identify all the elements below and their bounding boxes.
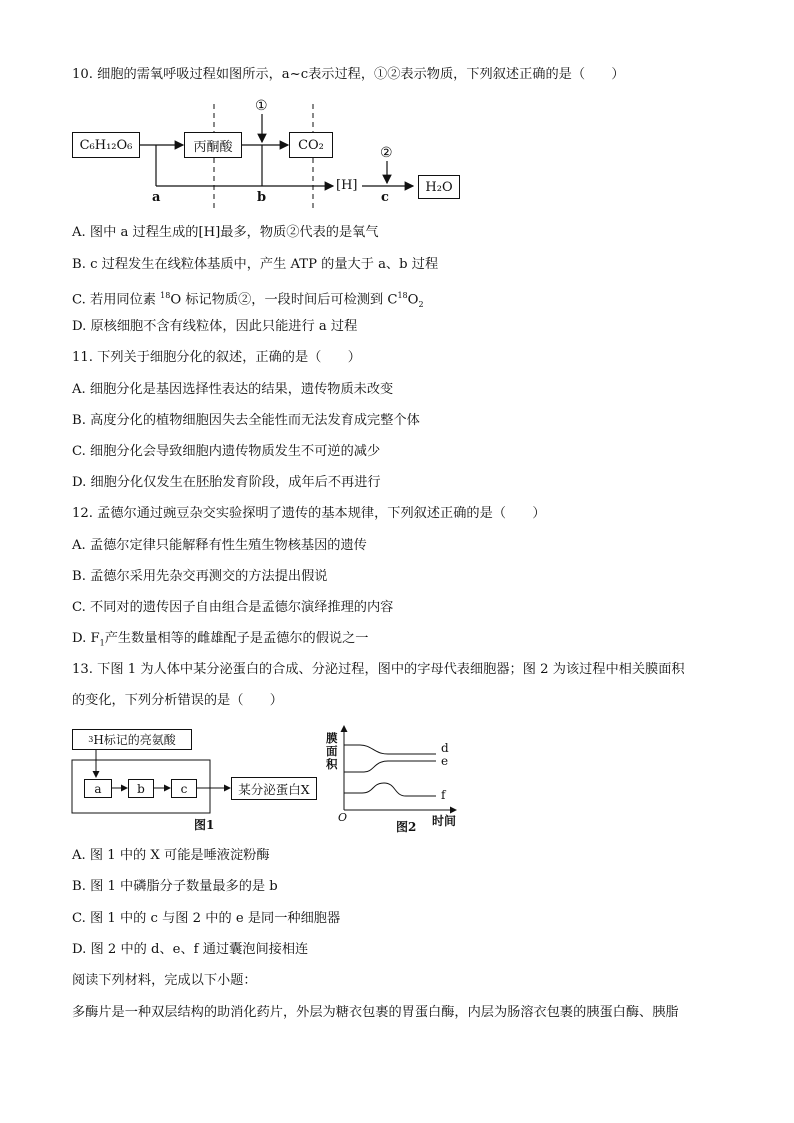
q11-option-c: C. 细胞分化会导致细胞内遗传物质发生不可逆的减少 bbox=[72, 444, 381, 459]
q12-option-a: A. 孟德尔定律只能解释有性生殖生物核基因的遗传 bbox=[72, 538, 367, 553]
q13-stem-line2: 的变化，下列分析错误的是（ ） bbox=[72, 693, 283, 708]
q13-option-c: C. 图 1 中的 c 与图 2 中的 e 是同一种细胞器 bbox=[72, 911, 341, 926]
q13-option-d: D. 图 2 中的 d、e、f 通过囊泡间接相连 bbox=[72, 942, 309, 957]
organelle-b-box: b bbox=[128, 779, 154, 798]
q10-option-b: B. c 过程发生在线粒体基质中，产生 ATP 的量大于 a、b 过程 bbox=[72, 257, 439, 272]
q11-option-b: B. 高度分化的植物细胞因失去全能性而无法发育成完整个体 bbox=[72, 413, 420, 428]
process-b-label: b bbox=[257, 190, 267, 205]
process-a-label: a bbox=[152, 190, 161, 205]
q13-option-a: A. 图 1 中的 X 可能是唾液淀粉酶 bbox=[72, 848, 270, 863]
glucose-box: C₆H₁₂O₆ bbox=[72, 132, 140, 158]
q13-option-b: B. 图 1 中磷脂分子数量最多的是 b bbox=[72, 879, 278, 894]
figure2-origin: O bbox=[338, 811, 348, 824]
organelle-a-box: a bbox=[84, 779, 112, 798]
q12-stem: 12. 孟德尔通过豌豆杂交实验探明了遗传的基本规律，下列叙述正确的是（ ） bbox=[72, 506, 546, 521]
figure2-x-axis-label: 时间 bbox=[432, 814, 457, 828]
curve-e bbox=[344, 761, 436, 772]
material-line1: 多酶片是一种双层结构的助消化药片，外层为糖衣包裹的胃蛋白酶，内层为肠溶衣包裹的胰蛋白酶、胰脂 bbox=[72, 1005, 679, 1020]
curve-f-label: f bbox=[441, 788, 446, 802]
substance-2-label: ② bbox=[380, 145, 393, 161]
h-label: [H] bbox=[336, 178, 358, 193]
q10-stem: 10. 细胞的需氧呼吸过程如图所示，a~c表示过程，①②表示物质，下列叙述正确的是（ ） bbox=[72, 67, 625, 82]
q10-option-d: D. 原核细胞不含有线粒体，因此只能进行 a 过程 bbox=[72, 319, 358, 334]
q10-option-a: A. 图中 a 过程生成的[H]最多，物质②代表的是氧气 bbox=[72, 225, 379, 240]
organelle-c-box: c bbox=[171, 779, 197, 798]
q12-option-d: D. $F_1$产生数量相等的雌雄配子是孟德尔的假说之一 bbox=[72, 631, 369, 648]
curve-d-label: d bbox=[441, 741, 449, 755]
figure2-y-axis-label: 膜面积 bbox=[326, 731, 338, 771]
figure2-caption: 图2 bbox=[396, 820, 417, 834]
h2o-box: H₂O bbox=[418, 175, 460, 199]
q13-stem-line1: 13. 下图 1 为人体中某分泌蛋白的合成、分泌过程，图中的字母代表细胞器；图 2 为该过程中相关膜面积 bbox=[72, 662, 685, 677]
q11-stem: 11. 下列关于细胞分化的叙述，正确的是（ ） bbox=[72, 350, 361, 365]
figure1-caption: 图1 bbox=[194, 818, 215, 832]
labeled-leucine-box: 3 H标记的亮氨酸 bbox=[72, 729, 192, 750]
process-c-label: c bbox=[381, 190, 389, 205]
q10-option-c: C. 若用同位素 $^{18}$O 标记物质②，一段时间后可检测到 $C^{18}O_2$ bbox=[72, 291, 424, 310]
material-intro: 阅读下列材料，完成以下小题： bbox=[72, 973, 257, 988]
curve-f bbox=[344, 783, 436, 796]
pyruvate-box: 丙酮酸 bbox=[184, 132, 242, 158]
secretory-protein-box: 某分泌蛋白X bbox=[231, 777, 317, 800]
q12-option-b: B. 孟德尔采用先杂交再测交的方法提出假说 bbox=[72, 569, 328, 584]
q11-option-d: D. 细胞分化仅发生在胚胎发育阶段，成年后不再进行 bbox=[72, 475, 381, 490]
q11-option-a: A. 细胞分化是基因选择性表达的结果，遗传物质未改变 bbox=[72, 382, 394, 397]
q12-option-c: C. 不同对的遗传因子自由组合是孟德尔演绎推理的内容 bbox=[72, 600, 394, 615]
co2-box: CO₂ bbox=[289, 132, 333, 158]
curve-d bbox=[344, 745, 436, 754]
substance-1-label: ① bbox=[255, 98, 268, 114]
curve-e-label: e bbox=[441, 754, 449, 768]
